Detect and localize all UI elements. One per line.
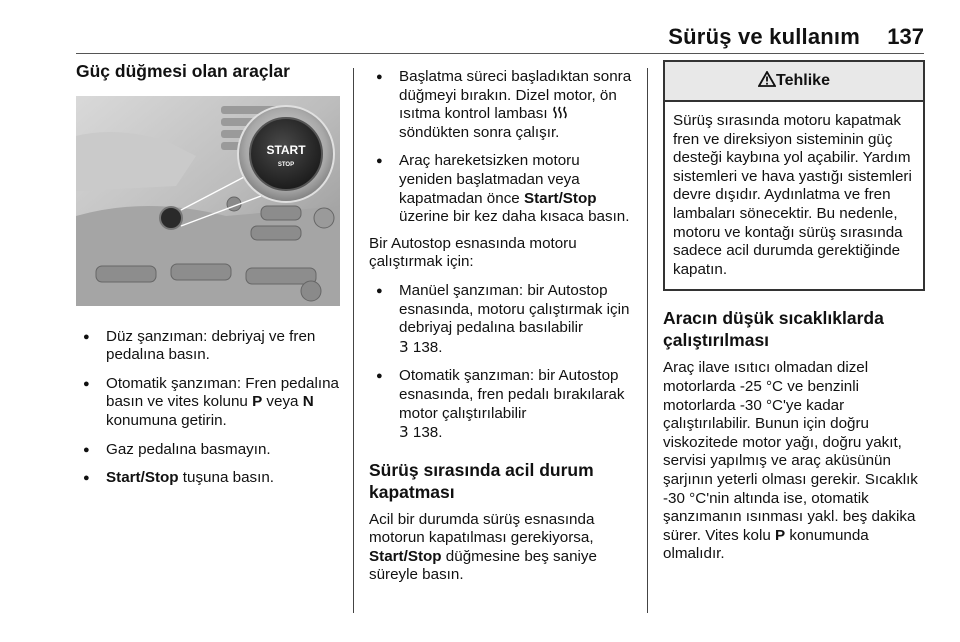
section-heading-low-temperature: Aracın düşük sıcaklıklarda çalıştırılması — [663, 308, 884, 351]
list-item: ● Düz şanzıman: debriyaj ve fren pedalına basın. — [76, 328, 340, 365]
column-1 — [76, 60, 340, 498]
list-item: ● Otomatik şanzıman: bir Autostop esnasında, fren pedalı bırakılarak motor çalıştırılabilir 3 138. — [369, 367, 637, 442]
header-rule — [76, 53, 924, 54]
danger-box — [663, 60, 925, 291]
column-2 — [369, 68, 637, 595]
start-steps — [369, 68, 637, 227]
page-ref-icon: 3 — [399, 337, 409, 356]
glow-plug-icon — [552, 106, 568, 119]
warning-triangle-icon — [758, 71, 776, 87]
start-stop-button-photo — [76, 96, 340, 306]
column-divider-2 — [647, 68, 648, 613]
column-3 — [663, 60, 925, 574]
page-number: 137 — [887, 24, 924, 49]
stop-label: STOP — [277, 162, 295, 168]
power-button-steps — [76, 328, 340, 488]
list-item: ● Otomatik şanzıman: Fren pedalına basın ve vites kolunu P veya N konumuna getirin. — [76, 375, 340, 431]
page-title: Sürüş ve kullanım — [668, 24, 860, 49]
list-item: ● Start/Stop tuşuna basın. — [76, 469, 340, 488]
page-ref-link[interactable]: 138. — [408, 338, 443, 356]
danger-header — [665, 62, 923, 102]
page-ref-icon: 3 — [399, 423, 409, 442]
low-temperature-body: Araç ilave ısıtıcı olmadan dizel motorlarda -25 °C ve benzinli motorlarda -30 °C'ye kadar çalıştırılabilir. Bunun için doğru viskozitede motor yağı, doğru yakıt, servisi yapılmış ve araç aküsünün şarjının yeterli olması gerekir. Sıcaklık -30 °C'nin altında ise, otomatik şanzımanın ısınması yakl. beş dakika sürer. Vites kolu P konumunda olmalıdır. — [663, 359, 918, 563]
page-header — [0, 18, 960, 48]
list-item: ● Manüel şanzıman: bir Autostop esnasında, motoru çalıştırmak için debriyaj pedalına basılabilir 3 138. — [369, 282, 637, 357]
autostop-steps — [369, 282, 637, 443]
page-ref-link[interactable]: 138. — [408, 424, 443, 442]
column-divider-1 — [353, 68, 354, 613]
list-item: ● Araç hareketsizken motoru yeniden başlatmadan veya kapatmadan önce Start/Stop üzerine bir kez daha kısaca basın. — [369, 152, 637, 226]
danger-body: Sürüş sırasında motoru kapatmak fren ve direksiyon sisteminin güç desteği kaybına yol açabilir. Yardım sistemleri ve hava yastığı sistemleri devre dışıdır. Aydınlatma ve fren lambaları sönecektir. Bu nedenle, motoru ve kontağı sürüş sırasında sadece acil durumda gerektiğinde kapatın. — [673, 112, 912, 278]
start-label: START — [266, 143, 306, 157]
emergency-shutdown-body: Acil bir durumda sürüş esnasında motorun kapatılması gerekiyorsa, Start/Stop düğmesine beş saniye süreyle basın. — [369, 510, 597, 584]
list-item: ● Gaz pedalına basmayın. — [76, 441, 340, 460]
section-heading-power-button: Güç düğmesi olan araçlar — [76, 61, 290, 81]
danger-title: Tehlike — [776, 72, 830, 89]
list-item: ● Başlatma süreci başladıktan sonra düğmeyi bırakın. Dizel motor, ön ısıtma kontrol lambası söndükten sonra çalışır. — [369, 68, 637, 142]
section-heading-emergency-shutdown: Sürüş sırasında acil durum kapatması — [369, 459, 594, 502]
autostop-intro: Bir Autostop esnasında motoru çalıştırmak için: — [369, 234, 577, 271]
